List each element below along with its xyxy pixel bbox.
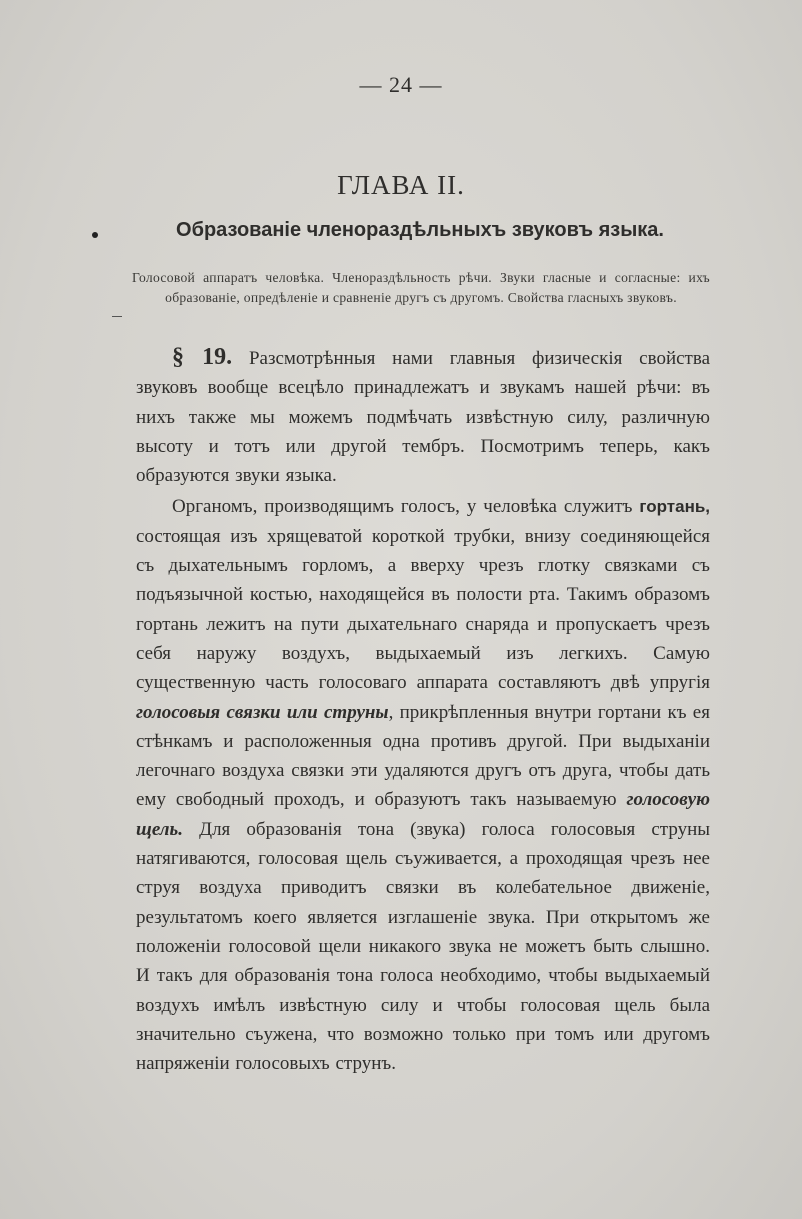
paragraph-1 xyxy=(136,343,710,490)
paragraph-2 xyxy=(136,492,710,1078)
chapter-heading: ГЛАВА II. xyxy=(337,170,465,200)
page-number: — 24 — xyxy=(359,72,443,97)
term-glottis: голосовую щель. xyxy=(136,789,711,840)
paragraph-1-text: Разсмотрѣнныя нами главныя физическія свойства звуковъ вообще всецѣло принадлежатъ и звукамъ нашей рѣчи: въ нихъ также мы можемъ подмѣчать извѣстную силу, различную высоту и тотъ или другой тембръ. Посмотримъ теперь, какъ образуются звуки языка. xyxy=(136,348,711,487)
chapter-summary: Голосовой аппаратъ человѣка. Членораздѣльность рѣчи. Звуки гласные и согласные: ихъ образованіе, опредѣленіе и сравненіе другъ съ другомъ. Свойства гласныхъ звуковъ. xyxy=(132,270,710,305)
body-text xyxy=(136,343,710,1078)
paragraph-2-after-cords: , прикрѣпленныя внутри гортани къ ея стѣнкамъ и расположенныя одна противъ другой. При выдыханіи легочнаго воздуха связки эти удаляются другъ отъ друга, чтобы дать ему свободный проходъ, и образуютъ такъ называемую xyxy=(136,701,710,811)
paragraph-2-end: Для образованія тона (звука) голоса голосовыя струны натягиваются, голосовая щель съуживается, а проходящая чрезъ нее струя воздуха приводитъ связки въ колебательное движеніе, результатомъ коего является изглашеніе звука. При открытомъ же положеніи голосовой щели никакого звука не можетъ быть слышно. И такъ для образованія тона голоса необходимо, чтобы выдыхаемый воздухъ имѣлъ извѣстную силу и чтобы голосовая щель была значительно съужена, что возможно только при томъ или другомъ напряженіи голосовыхъ струнъ. xyxy=(136,818,711,1075)
chapter-title: Образованіе членораздѣльныхъ звуковъ языка. xyxy=(176,219,664,241)
term-vocal-cords: голосовыя связки или струны xyxy=(136,701,389,723)
section-mark: § 19. xyxy=(172,344,233,370)
paragraph-2-middle: состоящая изъ хрящеватой короткой трубки, внизу соединяющейся съ дыхательнымъ горломъ, а вверху чрезъ глотку связками съ подъязычной костью, находящейся въ полости рта. Такимъ образомъ гортань лежитъ на пути дыхательнаго снаряда и пропускаетъ чрезъ себя наружу воздухъ, выдыхаемый изъ легкихъ. Самую существенную часть голосоваго аппарата составляютъ двѣ упругія xyxy=(136,525,710,694)
paragraph-2-start: Органомъ, производящимъ голосъ, у человѣка служитъ xyxy=(172,496,633,518)
term-larynx: гортань, xyxy=(639,497,711,517)
margin-dash xyxy=(112,316,122,317)
